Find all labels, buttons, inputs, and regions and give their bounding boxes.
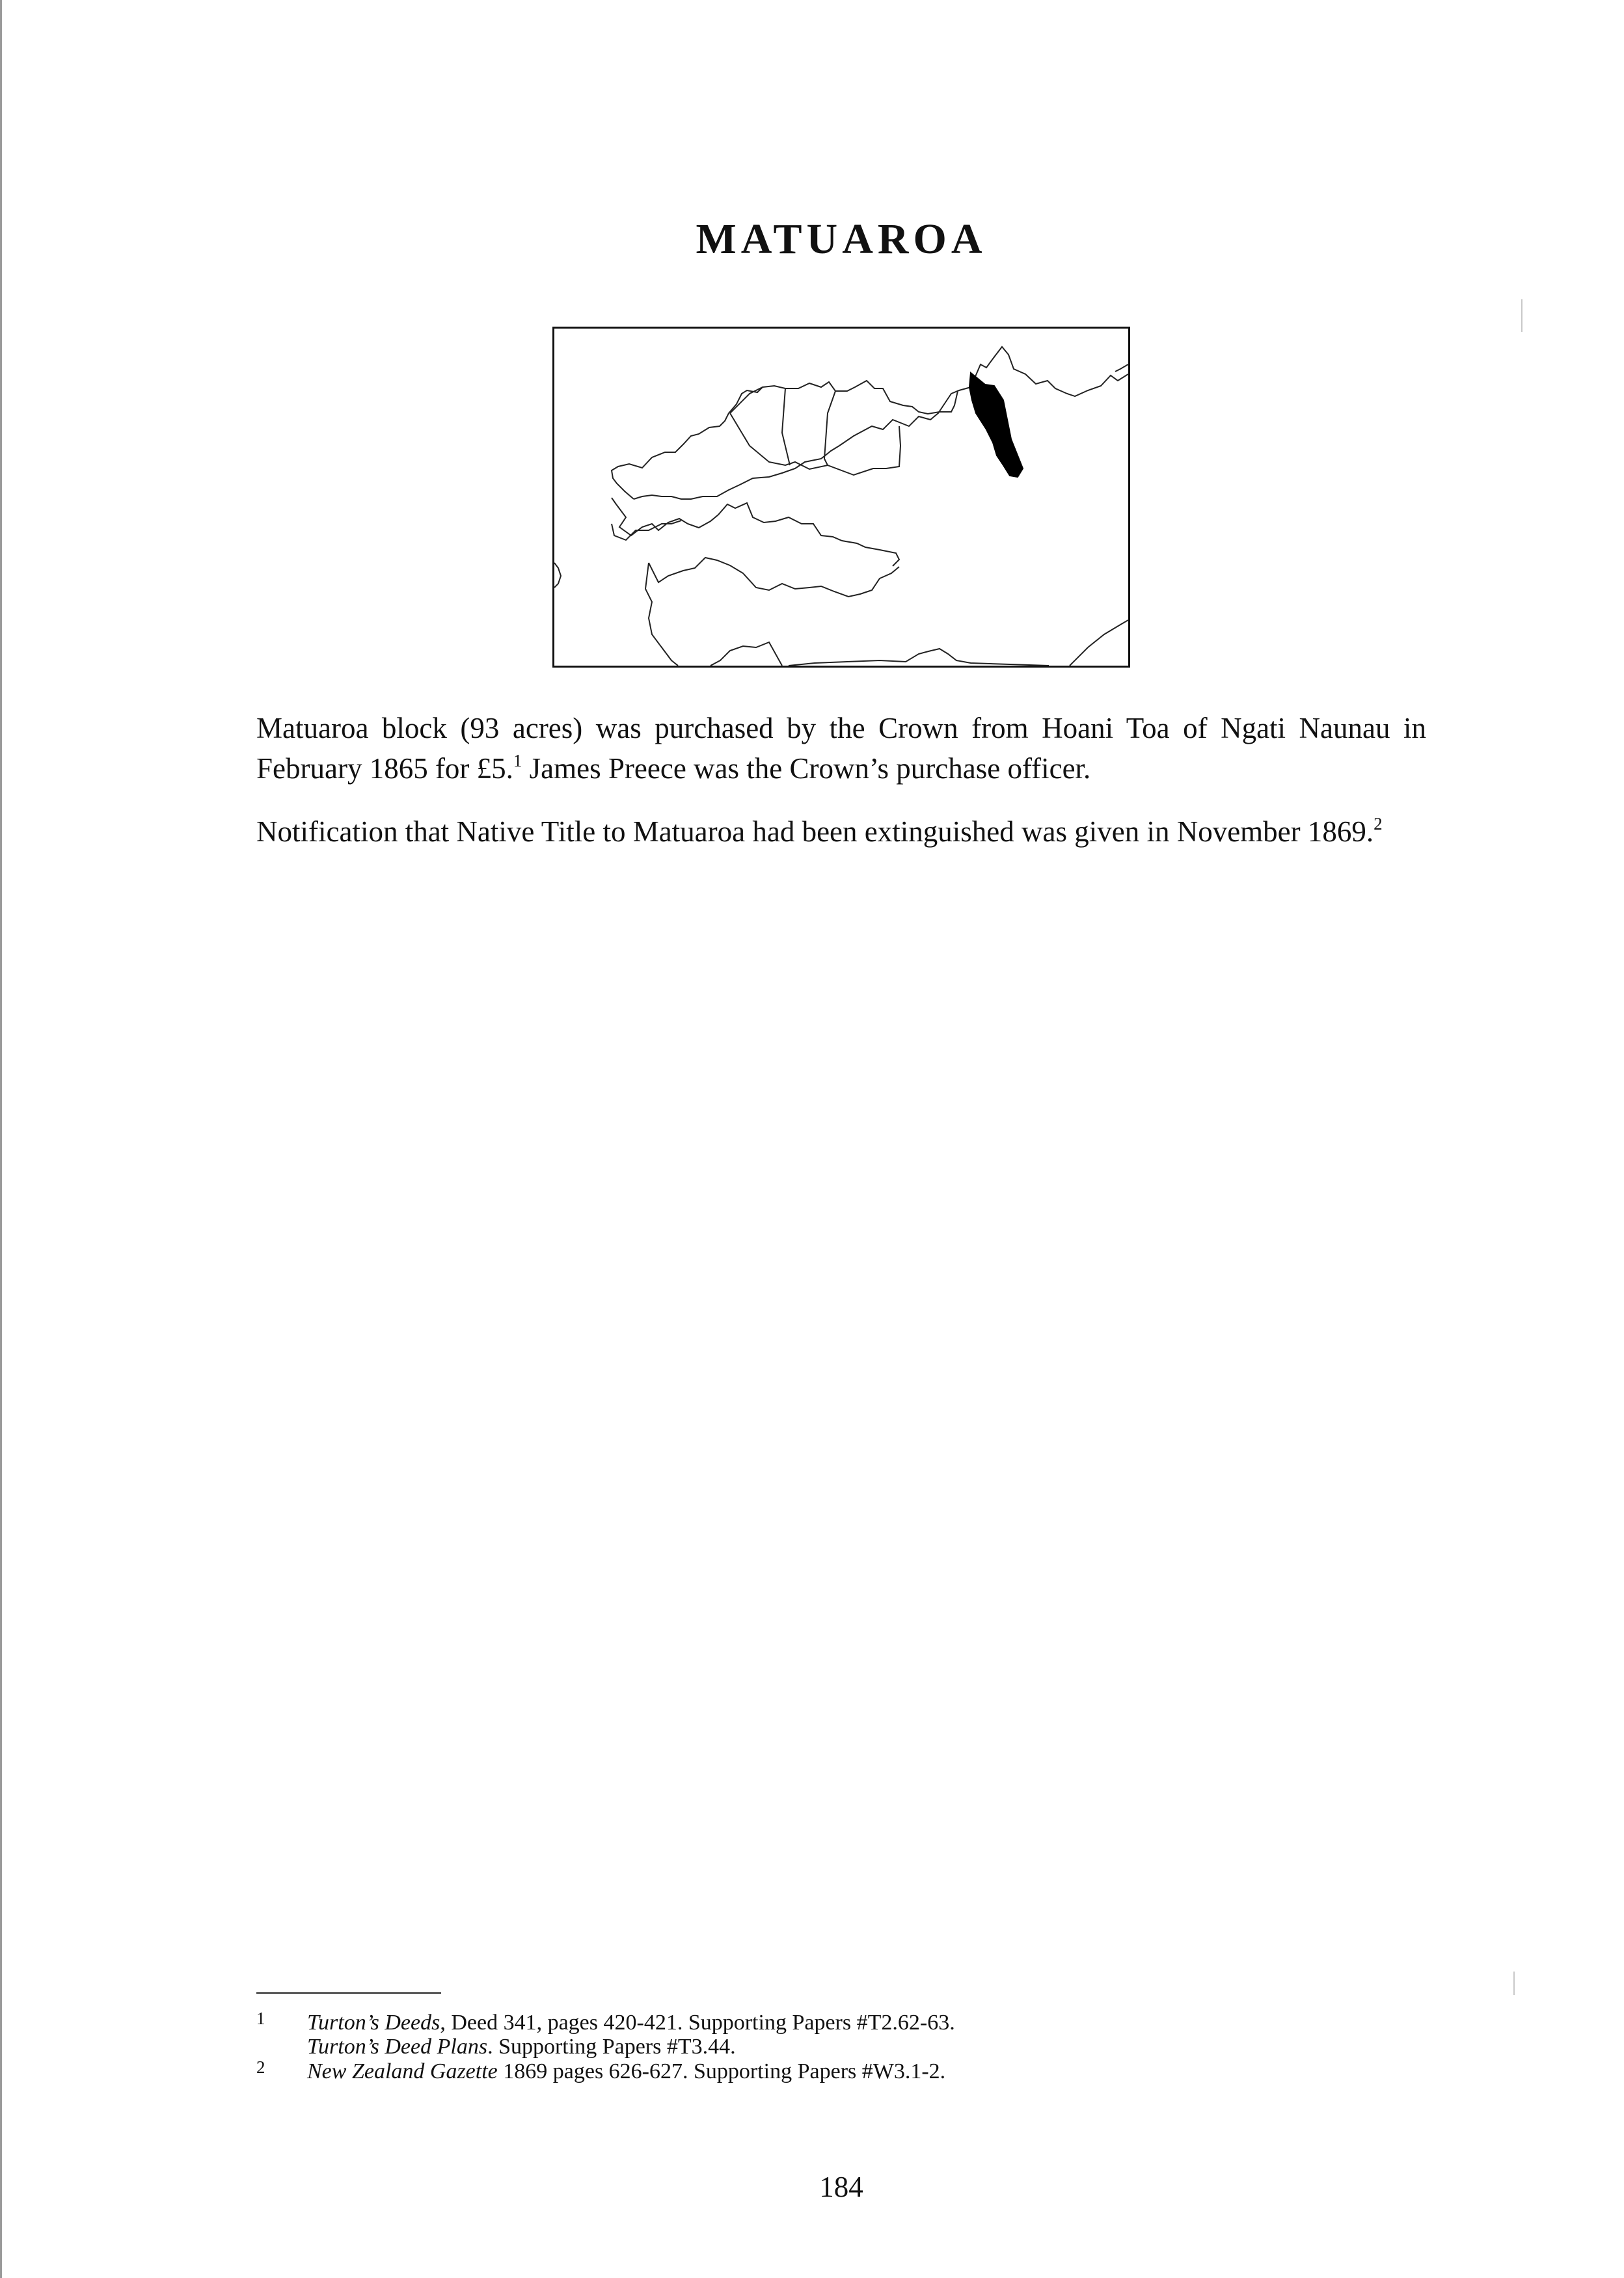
footnote-ref-1[interactable]: 1 — [513, 751, 522, 770]
source-title: Turton’s Deeds — [307, 2011, 440, 2035]
source-detail: 1869 pages 626-627. Supporting Papers #W3.1-2. — [497, 2059, 946, 2083]
paragraph-notification — [256, 811, 1426, 852]
footnote-text — [307, 2011, 1231, 2059]
footnote-line — [307, 2035, 1231, 2059]
footnote-number: 1 — [256, 2009, 265, 2028]
coastline-north — [634, 347, 1128, 499]
scan-edge — [0, 0, 2, 2278]
scan-mark — [1521, 299, 1522, 332]
matuaroa-block-highlight — [969, 373, 1023, 477]
paragraph-purchase-text: Matuaroa block (93 acres) was purchased by the Crown from Hoani Toa of Ngati Naunau in February 1865 for £5. — [256, 712, 1426, 785]
coastline-south — [710, 642, 782, 666]
peninsula-south-lower — [645, 563, 678, 666]
coastline-west-edge — [554, 563, 561, 588]
map-drawing — [554, 329, 1128, 666]
footnote-divider — [256, 1992, 441, 1994]
block-boundary-2 — [782, 388, 790, 465]
scan-mark — [1513, 1972, 1515, 1995]
paragraph-notification-text: Notification that Native Title to Matuaroa had been extinguished was given in November 1869. — [256, 815, 1374, 848]
peninsula-middle — [612, 498, 899, 566]
peninsula-south — [649, 558, 899, 597]
coastline-far-east — [1070, 620, 1128, 666]
footnote-number: 2 — [256, 2057, 265, 2077]
source-title: Turton’s Deed Plans — [307, 2035, 488, 2059]
source-title: New Zealand Gazette — [307, 2059, 498, 2083]
footnote-line — [307, 2011, 1231, 2035]
footnote-text — [307, 2059, 1231, 2083]
block-boundary-1 — [730, 413, 900, 475]
page-title: MATUAROA — [696, 215, 987, 263]
footnote-ref-2[interactable]: 2 — [1374, 814, 1383, 834]
footnote-line — [307, 2059, 1231, 2083]
page-number: 184 — [819, 2171, 863, 2203]
source-detail: . Supporting Papers #T3.44. — [487, 2035, 736, 2059]
location-map — [552, 327, 1130, 668]
source-detail: , Deed 341, pages 420-421. Supporting Papers #T2.62-63. — [440, 2011, 955, 2035]
paragraph-purchase — [256, 708, 1426, 789]
coastline-south-east — [789, 649, 1049, 666]
paragraph-purchase-text-2: James Preece was the Crown’s purchase officer. — [522, 752, 1091, 785]
coastline-east-upper — [1115, 364, 1128, 372]
